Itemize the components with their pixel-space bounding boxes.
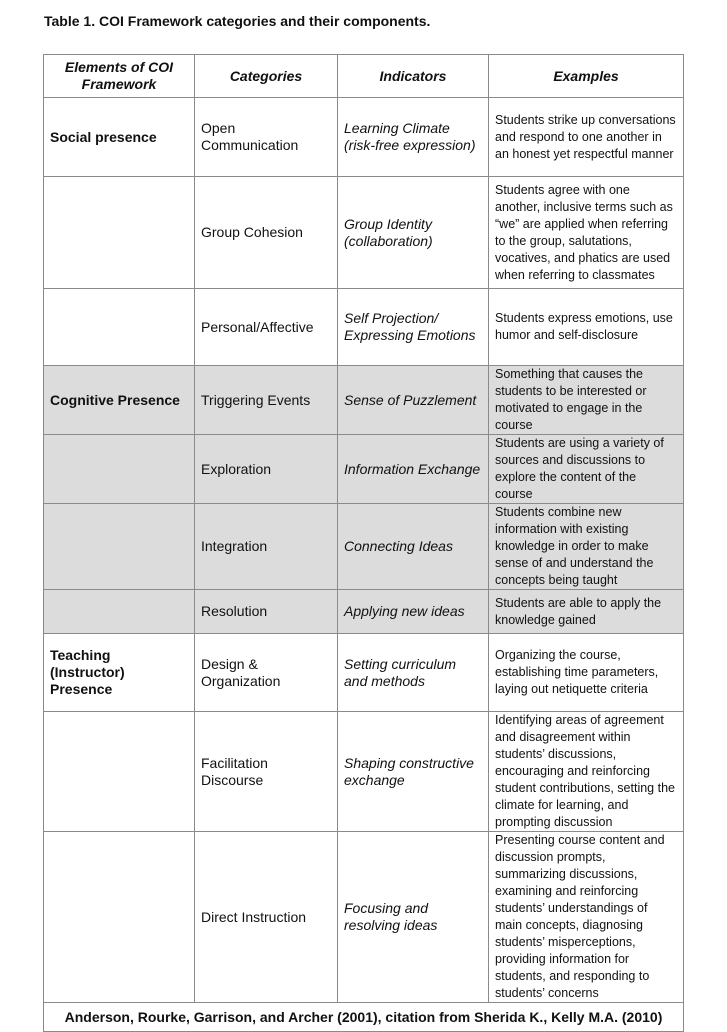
- table-row: [44, 366, 684, 435]
- header-elements: Elements of COI Framework: [44, 55, 195, 98]
- table-row: [44, 634, 684, 712]
- table-row: [44, 98, 684, 177]
- element-cell: [44, 832, 195, 1003]
- category-cell: Direct Instruction: [195, 832, 338, 1003]
- header-row: [44, 55, 684, 98]
- table-row: [44, 289, 684, 366]
- example-cell: Something that causes the students to be interested or motivated to engage in the course: [489, 366, 684, 435]
- example-cell: Students express emotions, use humor and self-disclosure: [489, 289, 684, 366]
- header-indicators: Indicators: [338, 55, 489, 98]
- element-cell: [44, 504, 195, 590]
- indicator-cell: Group Identity (collaboration): [338, 177, 489, 289]
- element-cell: [44, 712, 195, 832]
- indicator-cell: Applying new ideas: [338, 590, 489, 634]
- element-cell: [44, 435, 195, 504]
- table-row: [44, 712, 684, 832]
- element-cell: Teaching (Instructor) Presence: [44, 634, 195, 712]
- example-cell: Students are using a variety of sources and discussions to explore the content of the course: [489, 435, 684, 504]
- category-cell: Integration: [195, 504, 338, 590]
- category-cell: Group Cohesion: [195, 177, 338, 289]
- table-row: [44, 435, 684, 504]
- example-cell: Students strike up conversations and respond to one another in an honest yet respectful manner: [489, 98, 684, 177]
- example-cell: Students combine new information with existing knowledge in order to make sense of and understand the concepts being taught: [489, 504, 684, 590]
- element-cell: Cognitive Presence: [44, 366, 195, 435]
- table-row: [44, 590, 684, 634]
- category-cell: Open Communication: [195, 98, 338, 177]
- category-cell: Personal/Affective: [195, 289, 338, 366]
- table-caption: Table 1. COI Framework categories and their components.: [44, 13, 431, 29]
- indicator-cell: Connecting Ideas: [338, 504, 489, 590]
- element-cell: [44, 177, 195, 289]
- indicator-cell: Shaping constructive exchange: [338, 712, 489, 832]
- table-row: [44, 832, 684, 1003]
- example-cell: Students agree with one another, inclusive terms such as “we” are applied when referring to the group, salutations, vocatives, and phatics are used when referring to classmates: [489, 177, 684, 289]
- element-cell: [44, 590, 195, 634]
- citation-row: [44, 1003, 684, 1032]
- table-row: [44, 177, 684, 289]
- header-categories: Categories: [195, 55, 338, 98]
- example-cell: Students are able to apply the knowledge gained: [489, 590, 684, 634]
- example-cell: Organizing the course, establishing time parameters, laying out netiquette criteria: [489, 634, 684, 712]
- header-examples: Examples: [489, 55, 684, 98]
- category-cell: Facilitation Discourse: [195, 712, 338, 832]
- citation: Anderson, Rourke, Garrison, and Archer (2001), citation from Sherida K., Kelly M.A. (2010): [44, 1003, 684, 1032]
- indicator-cell: Setting curriculum and methods: [338, 634, 489, 712]
- indicator-cell: Focusing and resolving ideas: [338, 832, 489, 1003]
- indicator-cell: Information Exchange: [338, 435, 489, 504]
- indicator-cell: Sense of Puzzlement: [338, 366, 489, 435]
- category-cell: Design & Organization: [195, 634, 338, 712]
- element-cell: [44, 289, 195, 366]
- indicator-cell: Learning Climate (risk-free expression): [338, 98, 489, 177]
- example-cell: Identifying areas of agreement and disagreement within students’ discussions, encouraging and reinforcing student contributions, setting the climate for learning, and prompting discussion: [489, 712, 684, 832]
- category-cell: Resolution: [195, 590, 338, 634]
- indicator-cell: Self Projection/ Expressing Emotions: [338, 289, 489, 366]
- element-cell: Social presence: [44, 98, 195, 177]
- table-row: [44, 504, 684, 590]
- category-cell: Triggering Events: [195, 366, 338, 435]
- coi-framework-table: [43, 54, 684, 1032]
- example-cell: Presenting course content and discussion prompts, summarizing discussions, examining and reinforcing students’ understandings of main concepts, diagnosing students’ misperceptions, providing information for students, and responding to students’ concerns: [489, 832, 684, 1003]
- category-cell: Exploration: [195, 435, 338, 504]
